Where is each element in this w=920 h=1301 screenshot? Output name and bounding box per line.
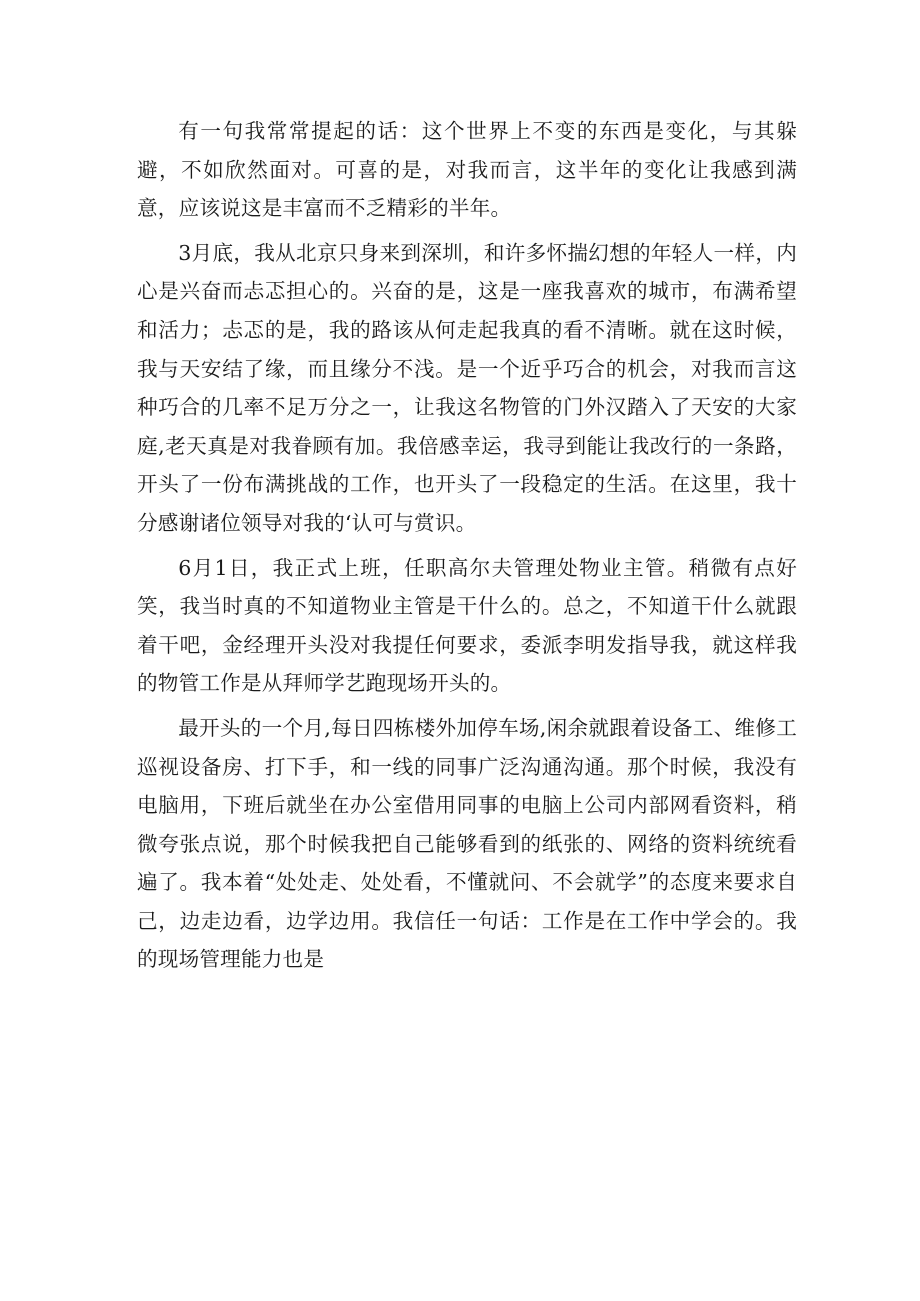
paragraph-first-month: 最开头的一个月,每日四栋楼外加停车场,闲余就跟着设备工、维修工巡视设备房、打下手，和一线的同事广泛沟通沟通。那个时候，我没有电脑用，下班后就坐在办公室借用同事的电脑上公司内部网看资料，稍微夸张点说，那个时候我把自己能够看到的纸张的、网络的资料统统看遍了。我本着“处处走、处处看，不懂就问、不会就学”的态度来要求自己，边走边看，边学边用。我信任一句话：工作是在工作中学会的。我的现场管理能力也是 [137,715,797,972]
document-body [137,112,797,985]
paragraph-arrival-shenzhen: 3月底，我从北京只身来到深圳，和许多怀揣幻想的年轻人一样，内心是兴奋而忐忑担心的。兴奋的是，这是一座我喜欢的城市，布满希望和活力；忐忑的是，我的路该从何走起我真的看不清晰。就在这时候，我与天安结了缘，而且缘分不浅。是一个近乎巧合的机会，对我而言这种巧合的几率不足万分之一，让我这名物管的门外汉踏入了天安的大家庭,老天真是对我眷顾有加。我倍感幸运，我寻到能让我改行的一条路，开头了一份布满挑战的工作，也开头了一段稳定的生活。在这里，我十分感谢诸位领导对我的‘认可与赏识。 [137,240,797,535]
paragraph-intro: 有一句我常常提起的话：这个世界上不变的东西是变化，与其躲避，不如欣然面对。可喜的是，对我而言，这半年的变化让我感到满意，应该说这是丰富而不乏精彩的半年。 [137,119,797,221]
paragraph-start-work: 6月1日，我正式上班，任职高尔夫管理处物业主管。稍微有点好笑，我当时真的不知道物业主管是干什么的。总之，不知道干什么就跟着干吧，金经理开头没对我提任何要求，委派李明发指导我，就这样我的物管工作是从拜师学艺跑现场开头的。 [137,555,797,696]
